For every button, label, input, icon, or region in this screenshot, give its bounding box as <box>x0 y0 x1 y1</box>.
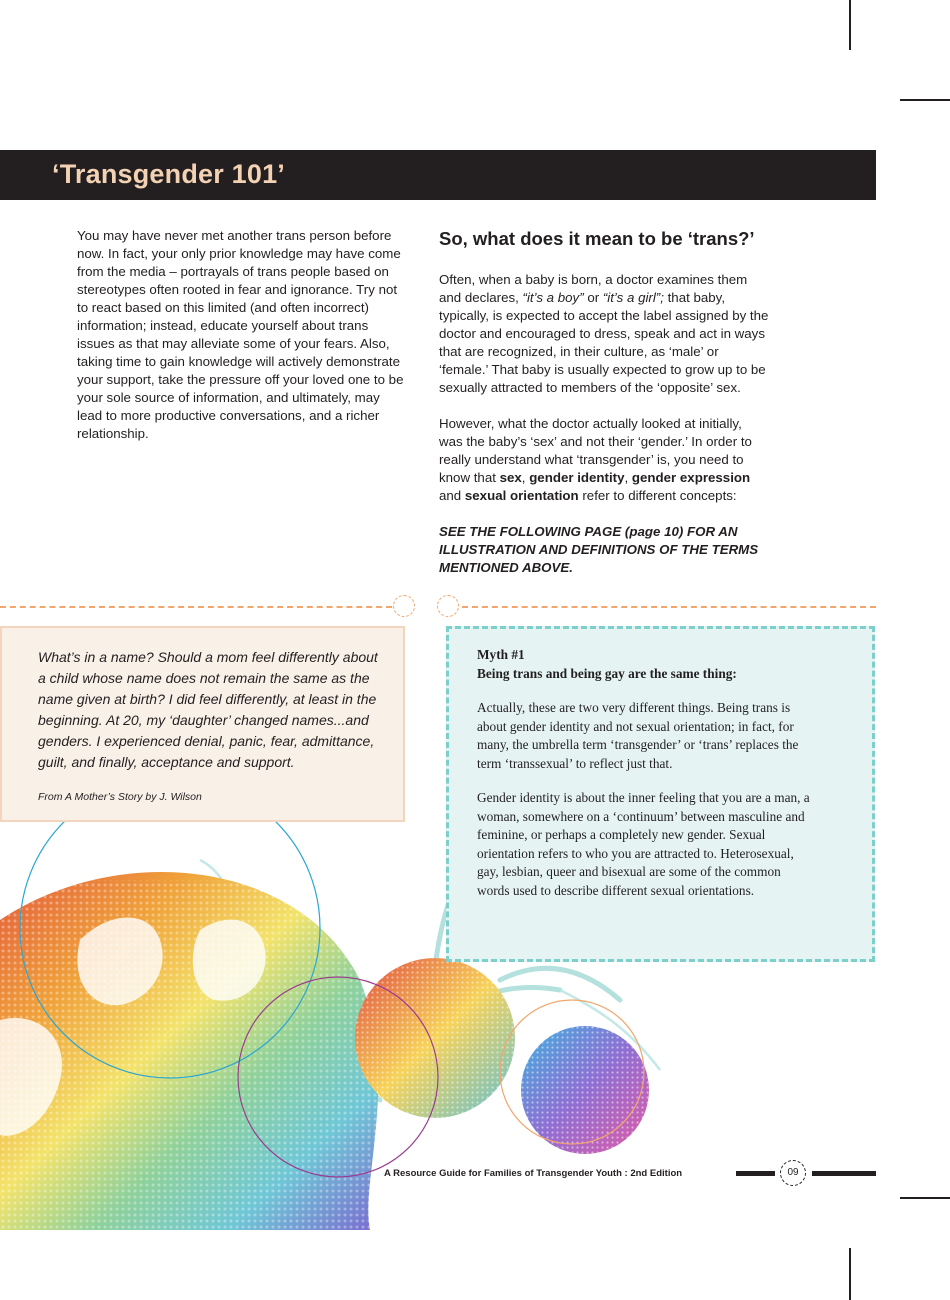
dashed-divider-right <box>462 606 876 608</box>
p1-end-text: that baby, typically, is expected to accept the label assigned by the doctor and encouraged to dress, speak and act in ways that are recognized, in their culture, as ‘male’ or ‘female.’ That baby is usually expected to grow up to be sexually attracted to members of the ‘opposite’ sex. <box>439 290 769 395</box>
see-following-note: SEE THE FOLLOWING PAGE (page 10) FOR AN ILLUSTRATION AND DEFINITIONS OF THE TERMS MENTIONED ABOVE. <box>439 524 759 575</box>
myth-paragraph-1: Actually, these are two very different things. Being trans is about gender identity and not sexual orientation; in fact, for many, the umbrella term ‘transgender’ or ‘trans’ replaces the term ‘transsexual’ to reflect just that. <box>477 700 799 771</box>
crop-mark-top <box>849 0 851 50</box>
quote-source: From A Mother’s Story by J. Wilson <box>38 791 202 803</box>
myth-content <box>477 646 812 916</box>
footer-bar-left <box>736 1171 775 1176</box>
p2-end-text: refer to different concepts: <box>578 488 737 503</box>
crop-mark-top-right <box>900 99 950 101</box>
myth-label: Myth #1 <box>477 647 525 662</box>
section-heading: So, what does it mean to be ‘trans?’ <box>439 228 755 249</box>
divider-ring-icon <box>393 595 415 617</box>
p2-start-text: However, what the doctor actually looked at initially, was the baby’s ‘sex’ and not their ‘gender.’ In order to really understand what ‘transgender’ is, you need to know that <box>439 416 752 485</box>
term-gender-expression: gender expression <box>631 470 751 485</box>
footer-text: A Resource Guide for Families of Transgender Youth : 2nd Edition <box>384 1168 683 1179</box>
quote-text: What’s in a name? Should a mom feel differently about a child whose name does not remain the same as the name given at birth? I did feel differently, at least in the beginning. At 20, my ‘daughter’ changed names...and genders. I experienced denial, panic, fear, admittance, guilt, and finally, acceptance and support. <box>38 649 378 770</box>
crop-mark-bottom-right <box>900 1197 950 1199</box>
page-title: ‘Transgender 101’ <box>52 159 286 189</box>
trans-meaning-section <box>439 227 769 595</box>
p2-and-text: and <box>439 488 465 503</box>
intro-column <box>77 227 407 443</box>
crop-mark-bottom <box>849 1248 851 1300</box>
term-sexual-orientation: sexual orientation <box>464 488 579 503</box>
term-sex: sex <box>499 470 522 485</box>
p1-or-text: or <box>583 290 603 305</box>
quote-its-a-girl: “it’s a girl”; <box>602 290 664 305</box>
dashed-divider-left <box>0 606 392 608</box>
divider-ring-icon <box>437 595 459 617</box>
title-bar <box>0 150 876 200</box>
p2-separator: , <box>521 470 530 485</box>
page-number: 09 <box>780 1160 806 1186</box>
section-paragraph-2 <box>439 415 769 505</box>
p2-separator: , <box>624 470 632 485</box>
p1-start-text: Often, when a baby is born, a doctor examines them and declares, <box>439 272 748 305</box>
myth-paragraph-2: Gender identity is about the inner feeling that you are a man, a woman, somewhere on a ‘continuum’ between masculine and feminine, or perhaps a completely new gender. Sexual orientation refers to who you are attracted to. Heterosexual, gay, lesbian, queer and bisexual are some of the common words used to describe different sexual orientations. <box>477 790 810 898</box>
myth-statement: Being trans and being gay are the same thing: <box>477 665 737 681</box>
term-gender-identity: gender identity <box>529 470 625 485</box>
myth-box <box>446 626 875 962</box>
quote-its-a-boy: “it’s a boy” <box>522 290 584 305</box>
footer-bar-right <box>812 1171 876 1176</box>
intro-paragraph: You may have never met another trans person before now. In fact, your only prior knowledge may have come from the media – portrayals of trans people based on stereotypes often rooted in fear and ignorance. Try not to react based on this limited (and often incorrect) information; instead, educate yourself about trans issues as that may alleviate some of your fears. Also, taking time to gain knowledge will actively demonstrate your support, take the pressure off your loved one to be your sole source of information, and ultimately, may lead to more productive conversations, and a richer relationship. <box>77 228 404 441</box>
quote-box <box>0 626 405 822</box>
section-paragraph-1 <box>439 271 769 397</box>
